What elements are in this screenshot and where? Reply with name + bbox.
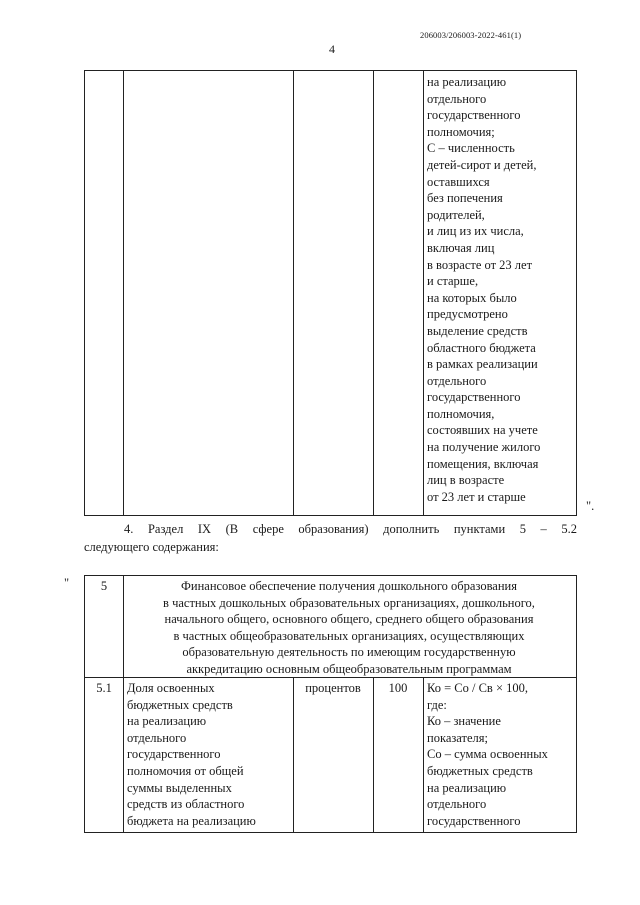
page-number: 4	[329, 42, 335, 56]
opening-quote: "	[64, 576, 70, 590]
target-value-cell: 100	[388, 681, 408, 695]
column-divider	[293, 71, 294, 515]
column-divider	[373, 71, 374, 515]
row-number: 5	[100, 579, 108, 593]
column-divider	[123, 71, 124, 515]
formula-description-cell: на реализацию отдельного государственного полномочия; С – численность детей-сирот и детей, оставшихся без попечения родителей, и лиц из их числа, включая лиц в возрасте от 23 лет и старше, на которых было предусмотрено выделение средств областного бюджета в рамках реализации отдельного государственного полномочия, состоявших на учете на получение жилого помещения, включая лиц в возрасте от 23 лет и старше	[427, 75, 541, 504]
formula-cell: Ко = Со / Св × 100, где: Ко – значение показателя; Со – сумма освоенных бюджетных средств на реализацию отдельного государственного	[427, 681, 548, 828]
paragraph-amendment: 4. Раздел IX (В сфере образования) дополнить пунктами 5 – 5.2	[124, 522, 577, 536]
table-education-indicators	[84, 575, 577, 833]
table-continuation	[84, 70, 577, 516]
row-number: 5.1	[96, 681, 112, 695]
document-id: 206003/206003-2022-461(1)	[420, 30, 522, 40]
column-divider	[423, 71, 424, 515]
column-divider	[373, 677, 374, 832]
section-heading-cell: Финансовое обеспечение получения дошкольного образования в частных дошкольных образовательных организациях, дошкольного, начального общего, основного общего, среднего общего образования в частных общеобразовательных организациях, осуществляющих образовательную деятельность по имеющим государственную аккредитацию основным общеобразовательным программам	[163, 579, 535, 676]
indicator-name-cell: Доля освоенных бюджетных средств на реализацию отдельного государственного полномочия от общей суммы выделенных средств из областного бюджета на реализацию	[127, 681, 256, 828]
paragraph-continuation: следующего содержания:	[84, 540, 219, 554]
closing-quote: ".	[586, 499, 595, 513]
column-divider	[293, 677, 294, 832]
column-divider	[423, 677, 424, 832]
unit-cell: процентов	[305, 681, 361, 695]
